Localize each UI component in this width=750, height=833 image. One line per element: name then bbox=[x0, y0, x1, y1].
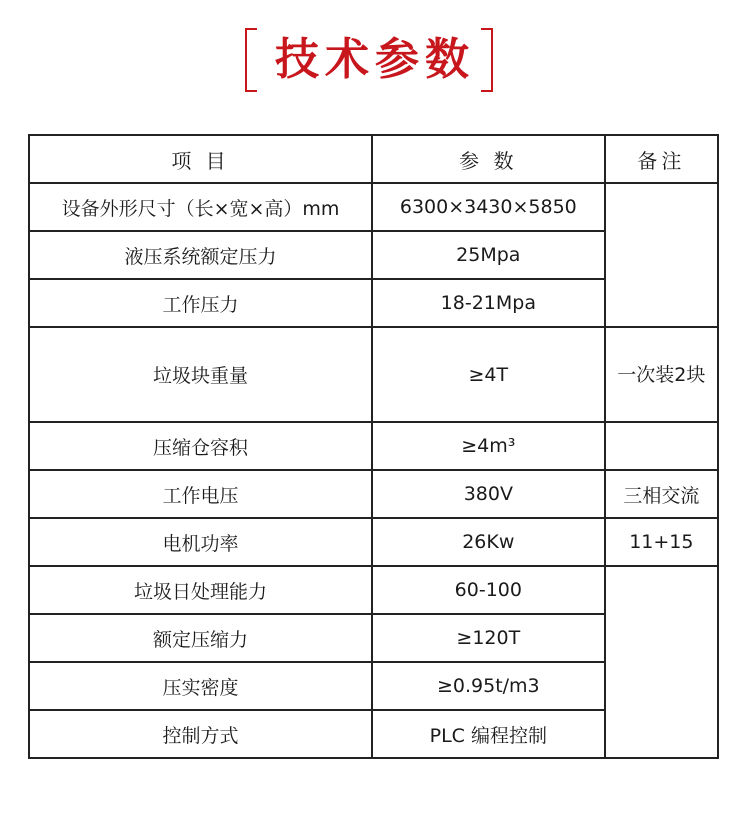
row-item: 电机功率 bbox=[29, 518, 372, 566]
row-item: 设备外形尺寸（长×宽×高）mm bbox=[29, 183, 372, 231]
spec-table bbox=[28, 134, 719, 759]
table-row bbox=[29, 422, 718, 470]
row-note bbox=[605, 422, 718, 470]
row-value: ≥0.95t/m3 bbox=[372, 662, 605, 710]
row-value: PLC 编程控制 bbox=[372, 710, 605, 758]
row-note-empty bbox=[605, 183, 718, 327]
table-row bbox=[29, 518, 718, 566]
title-banner bbox=[0, 28, 750, 90]
table-row bbox=[29, 566, 718, 614]
row-item: 液压系统额定压力 bbox=[29, 231, 372, 279]
page-title: 技术参数 bbox=[275, 34, 475, 85]
row-item: 压缩仓容积 bbox=[29, 422, 372, 470]
header-note: 备注 bbox=[605, 135, 718, 183]
row-value: 18-21Mpa bbox=[372, 279, 605, 327]
row-value: 26Kw bbox=[372, 518, 605, 566]
row-item: 垃圾块重量 bbox=[29, 327, 372, 422]
header-value: 参 数 bbox=[372, 135, 605, 183]
row-value: ≥4m³ bbox=[372, 422, 605, 470]
table-row bbox=[29, 470, 718, 518]
table-row bbox=[29, 327, 718, 422]
title-bracket-right bbox=[481, 28, 493, 92]
row-item: 垃圾日处理能力 bbox=[29, 566, 372, 614]
header-item: 项 目 bbox=[29, 135, 372, 183]
row-item: 工作压力 bbox=[29, 279, 372, 327]
row-value: ≥4T bbox=[372, 327, 605, 422]
row-item: 工作电压 bbox=[29, 470, 372, 518]
row-note: 一次装2块 bbox=[605, 327, 718, 422]
row-note: 三相交流 bbox=[605, 470, 718, 518]
row-value: 60-100 bbox=[372, 566, 605, 614]
table-row bbox=[29, 183, 718, 231]
row-note: 11+15 bbox=[605, 518, 718, 566]
row-value: 380V bbox=[372, 470, 605, 518]
row-value: 6300×3430×5850 bbox=[372, 183, 605, 231]
table-header-row bbox=[29, 135, 718, 183]
row-item: 控制方式 bbox=[29, 710, 372, 758]
row-item: 额定压缩力 bbox=[29, 614, 372, 662]
row-item: 压实密度 bbox=[29, 662, 372, 710]
row-note-empty bbox=[605, 566, 718, 758]
row-value: ≥120T bbox=[372, 614, 605, 662]
row-value: 25Mpa bbox=[372, 231, 605, 279]
